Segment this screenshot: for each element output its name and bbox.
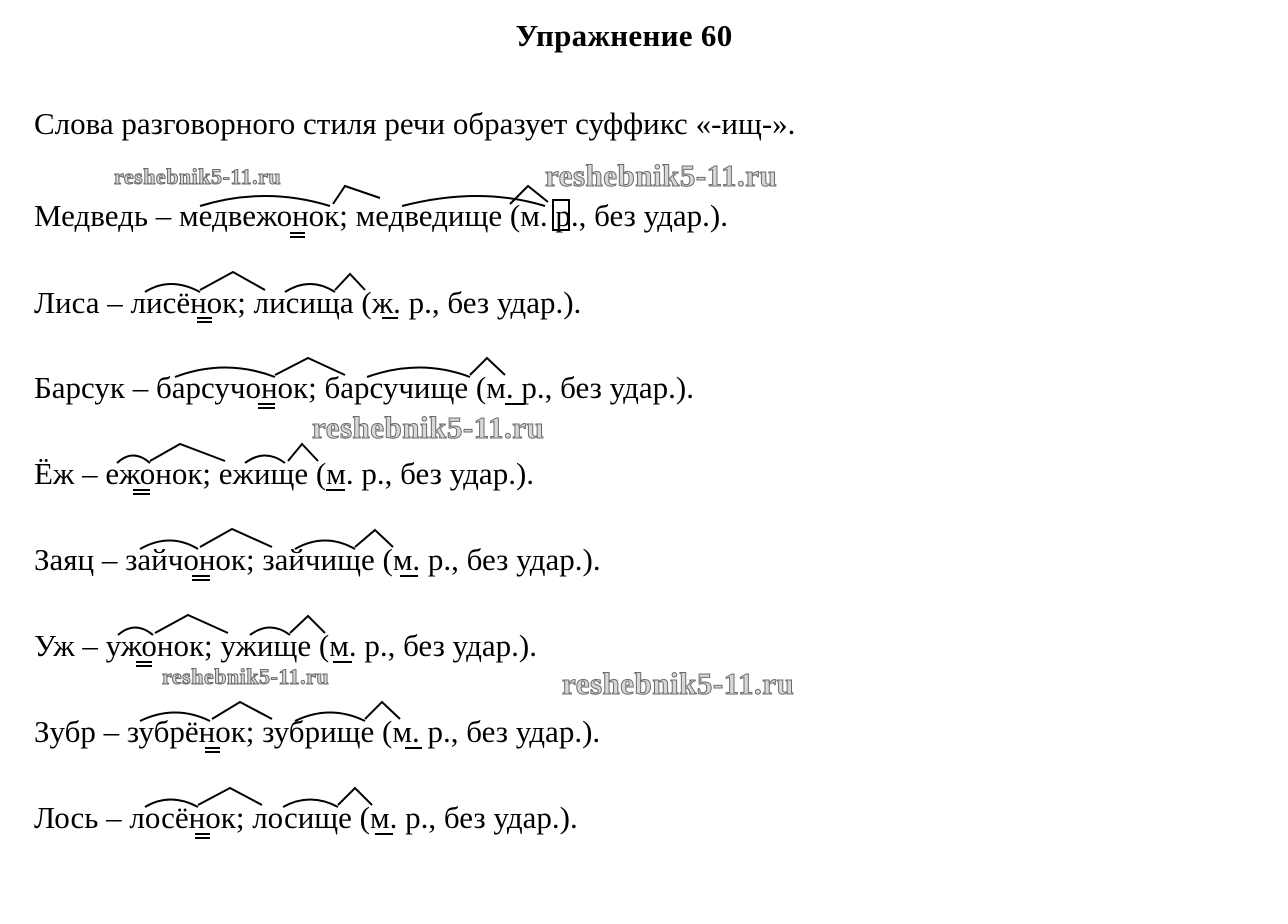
intro-text: Слова разговорного стиля речи образует суффикс «-ищ-». — [34, 106, 796, 141]
answer-line-los: Лось – лосёнок; лосище (м. р., без удар.). — [34, 800, 578, 835]
watermark: reshebnik5-11.ru — [162, 664, 330, 689]
watermark: reshebnik5-11.ru — [545, 158, 778, 193]
exercise-title: Упражнение 60 — [515, 18, 733, 53]
watermark: reshebnik5-11.ru — [562, 666, 795, 701]
answer-line-medved: Медведь – медвежонок; медведище (м. р., без удар.). — [34, 198, 728, 233]
answer-line-yozh: Ёж – ежонок; ежище (м. р., без удар.). — [34, 456, 535, 491]
answer-line-uzh: Уж – ужонок; ужище (м. р., без удар.). — [34, 628, 537, 663]
watermark: reshebnik5-11.ru — [114, 164, 282, 189]
answer-line-zayats: Заяц – зайчонок; зайчище (м. р., без удар.). — [34, 542, 601, 577]
answer-line-lisa: Лиса – лисёнок; лисища (ж. р., без удар.). — [34, 285, 582, 320]
answer-line-zubr: Зубр – зубрёнок; зубрище (м. р., без удар.). — [34, 714, 601, 749]
answer-line-barsuk: Барсук – барсучонок; барсучище (м. р., без удар.). — [34, 370, 694, 405]
watermark: reshebnik5-11.ru — [312, 410, 545, 445]
